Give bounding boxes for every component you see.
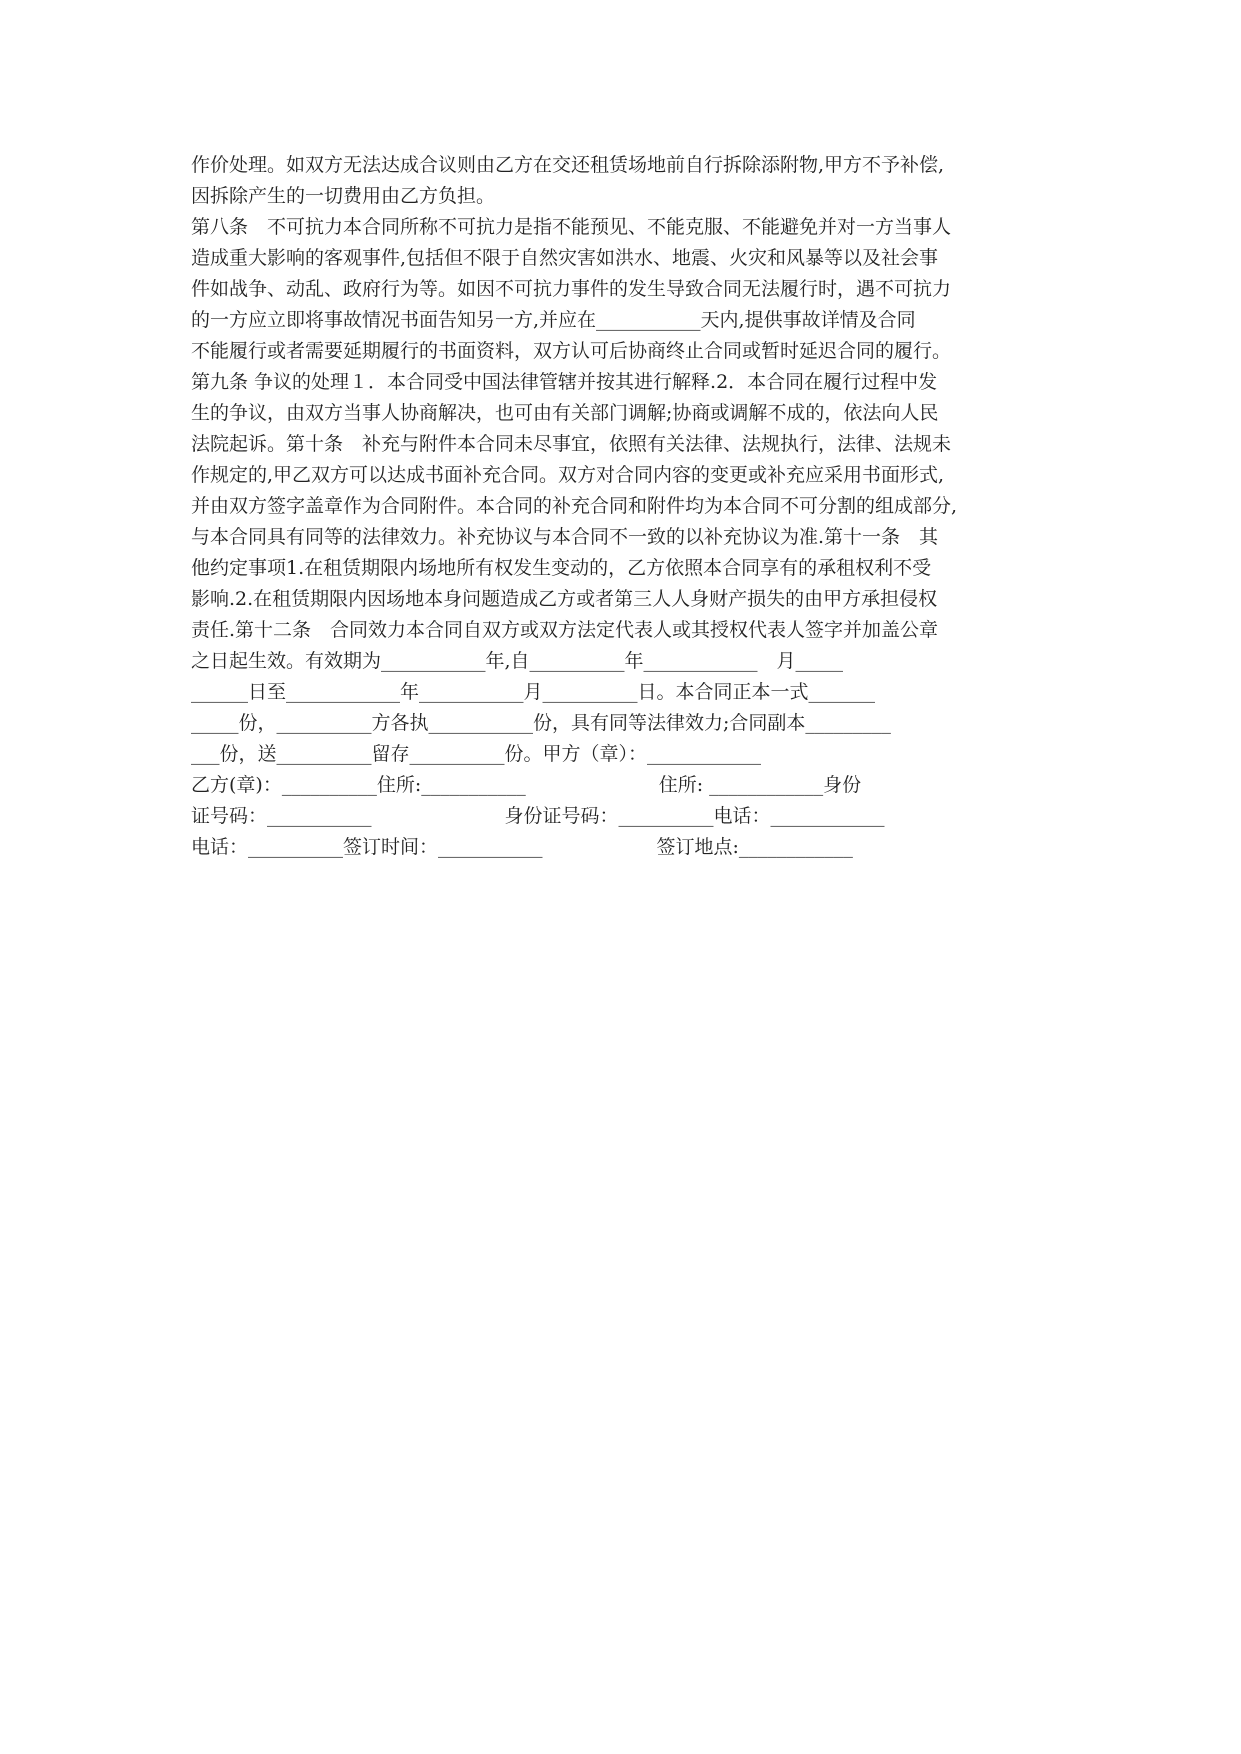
text-line: _____份，__________方各执___________份，具有同等法律效力;合同副本_________ (191, 712, 891, 734)
text-line: 作规定的,甲乙双方可以达成书面补充合同。双方对合同内容的变更或补充应采用书面形式, (191, 464, 945, 486)
text-line: 不能履行或者需要延期履行的书面资料，双方认可后协商终止合同或暂时延迟合同的履行。 (191, 340, 952, 362)
text-line: 他约定事项1.在租赁期限内场地所有权发生变动的，乙方依照本合同享有的承租权利不受 (191, 557, 932, 579)
text-line: ______日至____________年___________月__________日。本合同正本一式_______ (191, 681, 876, 703)
contract-body (191, 150, 1053, 863)
text-line: 证号码：___________ 身份证号码：__________电话：____________ (191, 805, 885, 827)
text-line: 责任.第十二条 合同效力本合同自双方或双方法定代表人或其授权代表人签字并加盖公章 (191, 619, 939, 641)
text-line: 乙方(章)：__________住所:___________ 住所: ____________身份 (191, 774, 862, 796)
text-line: 生的争议，由双方当事人协商解决，也可由有关部门调解;协商或调解不成的，依法向人民 (191, 402, 939, 424)
text-line: 影响.2.在租赁期限内因场地本身问题造成乙方或者第三人人身财产损失的由甲方承担侵权 (191, 588, 938, 610)
text-line: 因拆除产生的一切费用由乙方负担。 (191, 185, 496, 207)
text-line: 与本合同具有同等的法律效力。补充协议与本合同不一致的以补充协议为准.第十一条 其 (191, 526, 939, 548)
text-line: 之日起生效。有效期为___________年,自__________年____________ 月_____ (191, 650, 844, 672)
text-line: 作价处理。如双方无法达成合议则由乙方在交还租赁场地前自行拆除添附物,甲方不予补偿, (191, 154, 945, 176)
text-line: 并由双方签字盖章作为合同附件。本合同的补充合同和附件均为本合同不可分割的组成部分, (191, 495, 958, 517)
text-line: 第八条 不可抗力本合同所称不可抗力是指不能预见、不能克服、不能避免并对一方当事人 (191, 216, 952, 238)
text-line: 的一方应立即将事故情况书面告知另一方,并应在___________天内,提供事故详情及合同 (191, 309, 916, 331)
text-line: 造成重大影响的客观事件,包括但不限于自然灾害如洪水、地震、火灾和风暴等以及社会事 (191, 247, 939, 269)
text-line: 件如战争、动乱、政府行为等。如因不可抗力事件的发生导致合同无法履行时，遇不可抗力 (191, 278, 952, 300)
text-line: 第九条 争议的处理１．本合同受中国法律管辖并按其进行解释.2．本合同在履行过程中发 (191, 371, 938, 393)
text-line: ___份，送__________留存__________份。甲方（章）：____________ (191, 743, 762, 765)
text-line: 法院起诉。第十条 补充与附件本合同未尽事宜，依照有关法律、法规执行，法律、法规未 (191, 433, 952, 455)
text-line: 电话：__________签订时间：___________ 签订地点:____________ (191, 836, 853, 858)
